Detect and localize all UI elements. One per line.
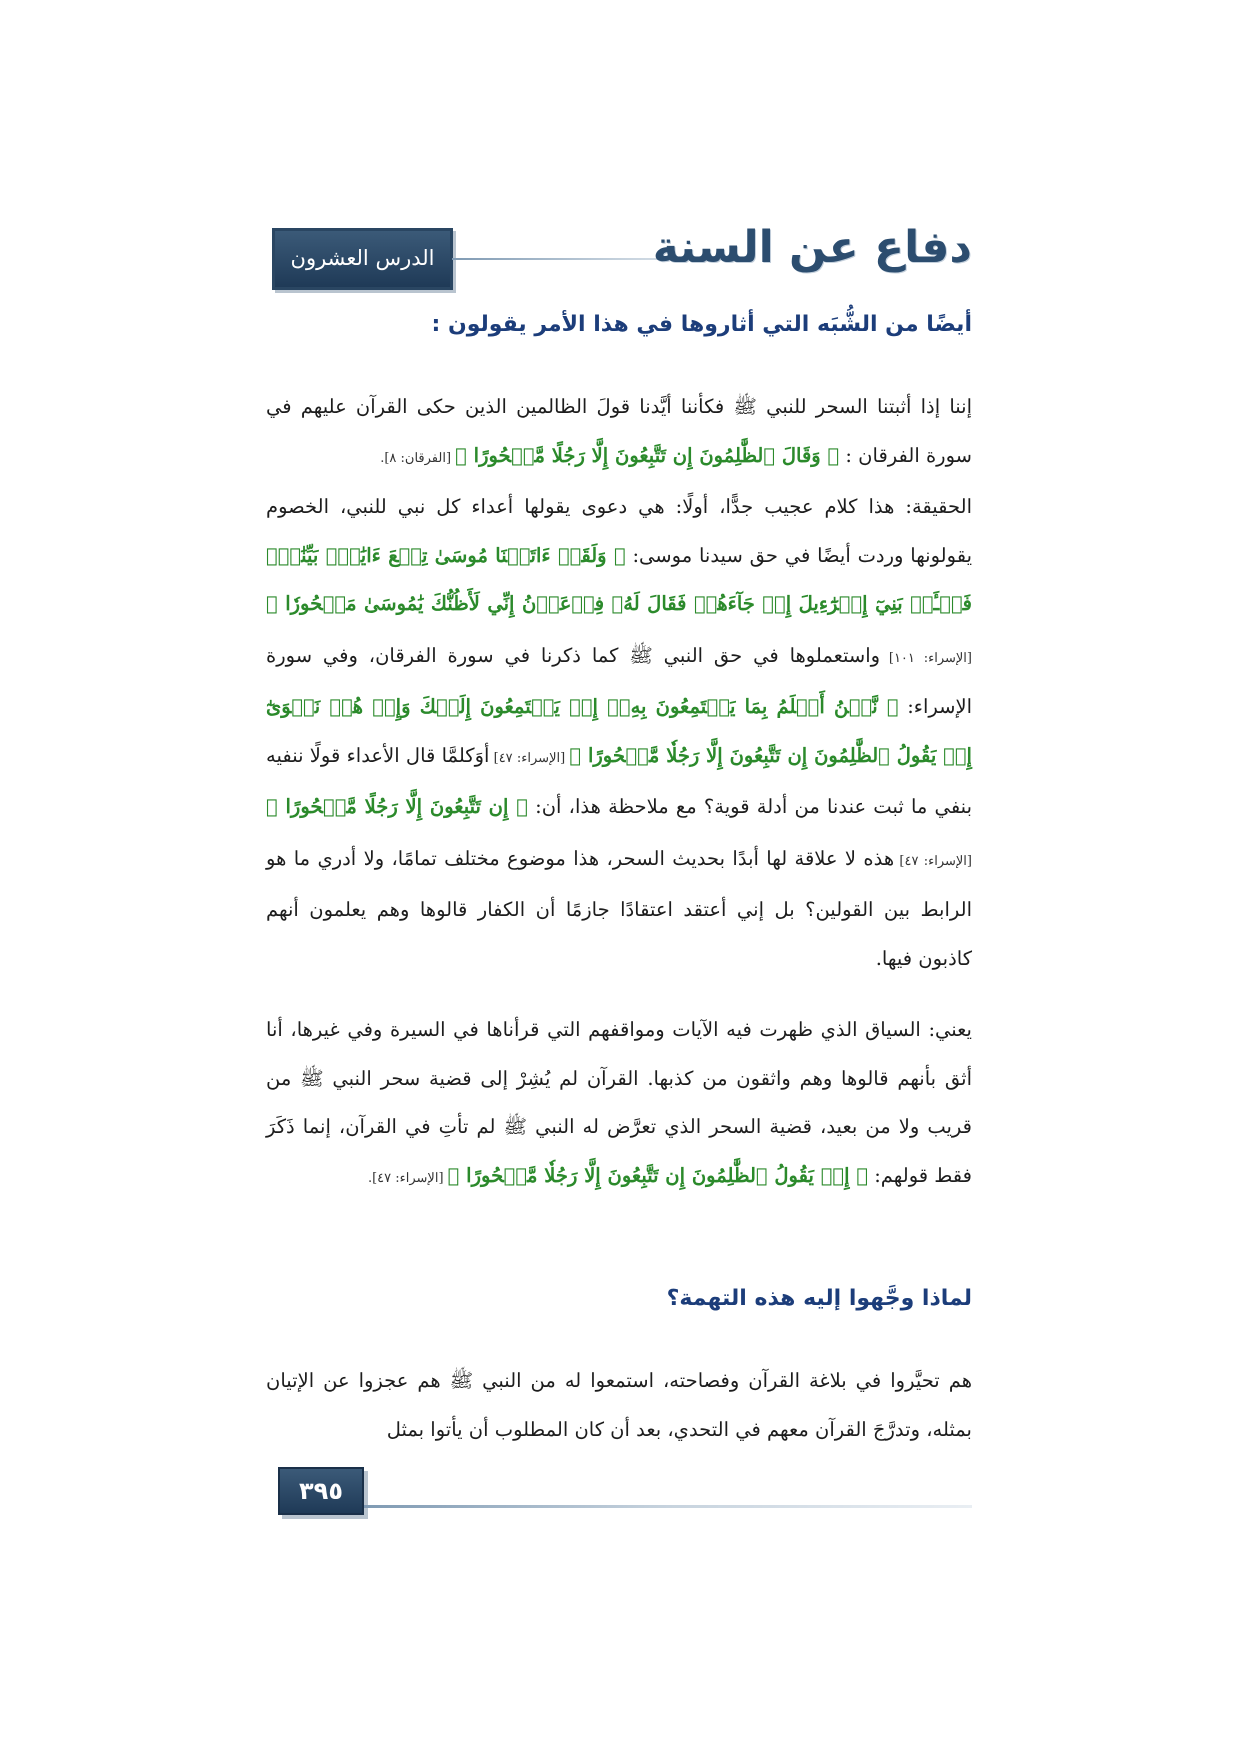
section-heading-1: أيضًا من الشُّبَه التي أثاروها في هذا الأمر يقولون :	[431, 312, 972, 337]
paragraph-2	[266, 483, 972, 983]
paragraph-text: هم تحيَّروا في بلاغة القرآن وفصاحته، استمعوا له من النبي ﷺ هم عجزوا عن الإتيان بمثله، وتدرَّجَ القرآن معهم في التحدي، بعد أن كان المطلوب أن يأتوا بمثل	[266, 1369, 972, 1441]
quran-verse: ﴿ إِذۡ يَقُولُ ٱلظَّٰلِمُونَ إِن تَتَّبِعُونَ إِلَّا رَجُلٗا مَّسۡحُورًا ﴾	[447, 1163, 869, 1187]
verse-reference: [الإسراء: ٤٧]	[894, 853, 972, 869]
quran-verse: ﴿ نَّحۡنُ أَعۡلَمُ بِمَا يَسۡتَمِعُونَ بِهِۦٓ إِذۡ يَسۡتَمِعُونَ إِلَيۡكَ وَإِذۡ هُمۡ نَجۡوَىٰٓ إِذۡ يَقُولُ ٱلظَّٰلِمُونَ إِن تَتَّبِعُونَ إِلَّا رَجُلٗا مَّسۡحُورًا ﴾	[266, 695, 972, 767]
paragraph-1	[266, 383, 972, 483]
footer-divider	[364, 1505, 972, 1508]
page-header	[272, 222, 972, 288]
verse-reference: [الإسراء: ٤٧].	[367, 1170, 448, 1186]
paragraph-4	[266, 1357, 972, 1454]
lesson-badge: الدرس العشرون	[272, 228, 453, 290]
quran-verse: ﴿ وَقَالَ ٱلظَّٰلِمُونَ إِن تَتَّبِعُونَ إِلَّا رَجُلًا مَّسۡحُورًا ﴾	[455, 443, 840, 467]
paragraph-text: هذه لا علاقة لها أبدًا بحديث السحر، هذا موضوع مختلف تمامًا، ولا أدري ما هو الرابط بين القولين؟ بل إني أعتقد اعتقادًا جازمًا أن الكفار قالوها وهم يعلمون أنهم كاذبون فيها.	[266, 846, 972, 970]
paragraph-3	[266, 1006, 972, 1203]
paragraph-text: إننا إذا أثبتنا السحر للنبي ﷺ فكأننا أيَّدنا قولَ الظالمين الذين حكى القرآن عليهم في سورة الفرقان :	[266, 395, 972, 467]
page-number: ٣٩٥	[278, 1467, 364, 1515]
book-title: دفاع عن السنة	[652, 222, 972, 273]
quran-verse: ﴿ إِن تَتَّبِعُونَ إِلَّا رَجُلًا مَّسۡحُورًا ﴾	[266, 795, 528, 818]
page-footer	[272, 1465, 972, 1525]
paragraph-text: أوَكلمَّا قال الأعداء قولًا ننفيه بنفي ما ثبت عندنا من أدلة قوية؟ مع ملاحظة هذا، أن:	[266, 743, 972, 818]
paragraph-text: الحقيقة: هذا كلام عجيب جدًّا، أولًا: هي دعوى يقولها أعداء كل نبي للنبي، الخصوم يقولونها وردت أيضًا في حق سيدنا موسى:	[266, 495, 972, 567]
section-heading-2: لماذا وجَّهوا إليه هذه التهمة؟	[666, 1286, 972, 1311]
paragraph-text: يعني: السياق الذي ظهرت فيه الآيات ومواقفهم التي قرأناها في السيرة وفي غيرها، أنا أثق بأنهم قالوها وهم واثقون من كذبها. القرآن لم يُشِرْ إلى قضية سحر النبي ﷺ من قريب ولا من بعيد، قضية السحر الذي تعرَّض له النبي ﷺ لم تأتِ في القرآن، إنما ذَكَرَ فقط قولهم:	[266, 1018, 972, 1187]
verse-reference: [الفرقان: ٨].	[380, 450, 456, 466]
verse-reference: [الإسراء: ٤٧]	[489, 750, 570, 766]
verse-reference: [الإسراء: ١٠١]	[880, 650, 972, 666]
quran-verse: ﴿ وَلَقَدۡ ءَاتَيۡنَا مُوسَىٰ تِسۡعَ ءَايَٰتِۭ بَيِّنَٰتٖۖ فَسۡـَٔلۡ بَنِيٓ إِسۡرَٰٓءِيلَ إِذۡ جَآءَهُمۡ فَقَالَ لَهُۥ فِرۡعَوۡنُ إِنِّي لَأَظُنُّكَ يَٰمُوسَىٰ مَسۡحُورٗا ﴾	[266, 543, 972, 615]
paragraph-text: واستعملوها في حق النبي ﷺ كما ذكرنا في سورة الفرقان، وفي سورة الإسراء:	[266, 643, 972, 718]
